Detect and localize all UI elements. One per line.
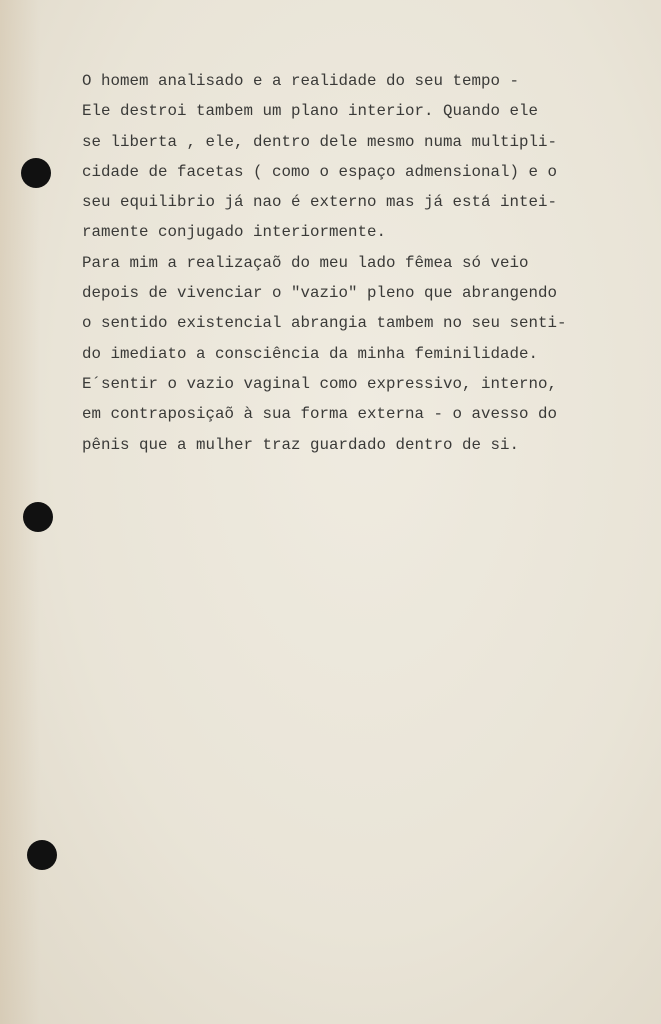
typewritten-text-block [82, 66, 622, 460]
text-line: cidade de facetas ( como o espaço admensional) e o [82, 162, 557, 181]
punch-hole-bottom [27, 840, 57, 870]
text-line: seu equilibrio já nao é externo mas já está intei- [82, 193, 557, 212]
text-line: O homem analisado e a realidade do seu tempo - [82, 72, 519, 90]
text-line: depois de vivenciar o "vazio" pleno que abrangendo [82, 284, 557, 303]
punch-hole-middle [23, 502, 53, 532]
punch-hole-top [21, 158, 51, 188]
text-line: Ele destroi tambem um plano interior. Quando ele [82, 102, 538, 121]
text-line: E´sentir o vazio vaginal como expressivo, interno, [82, 374, 557, 393]
text-line: o sentido existencial abrangia tambem no seu senti- [82, 314, 567, 333]
text-line: pênis que a mulher traz guardado dentro de si. [82, 435, 519, 454]
text-line: se liberta , ele, dentro dele mesmo numa multipli- [82, 132, 557, 151]
text-line: Para mim a realizaçaõ do meu lado fêmea só veio [82, 253, 529, 272]
text-line: ramente conjugado interiormente. [82, 223, 386, 242]
text-line: em contraposiçaõ à sua forma externa - o avesso do [82, 405, 557, 424]
text-line: do imediato a consciência da minha feminilidade. [82, 344, 538, 363]
